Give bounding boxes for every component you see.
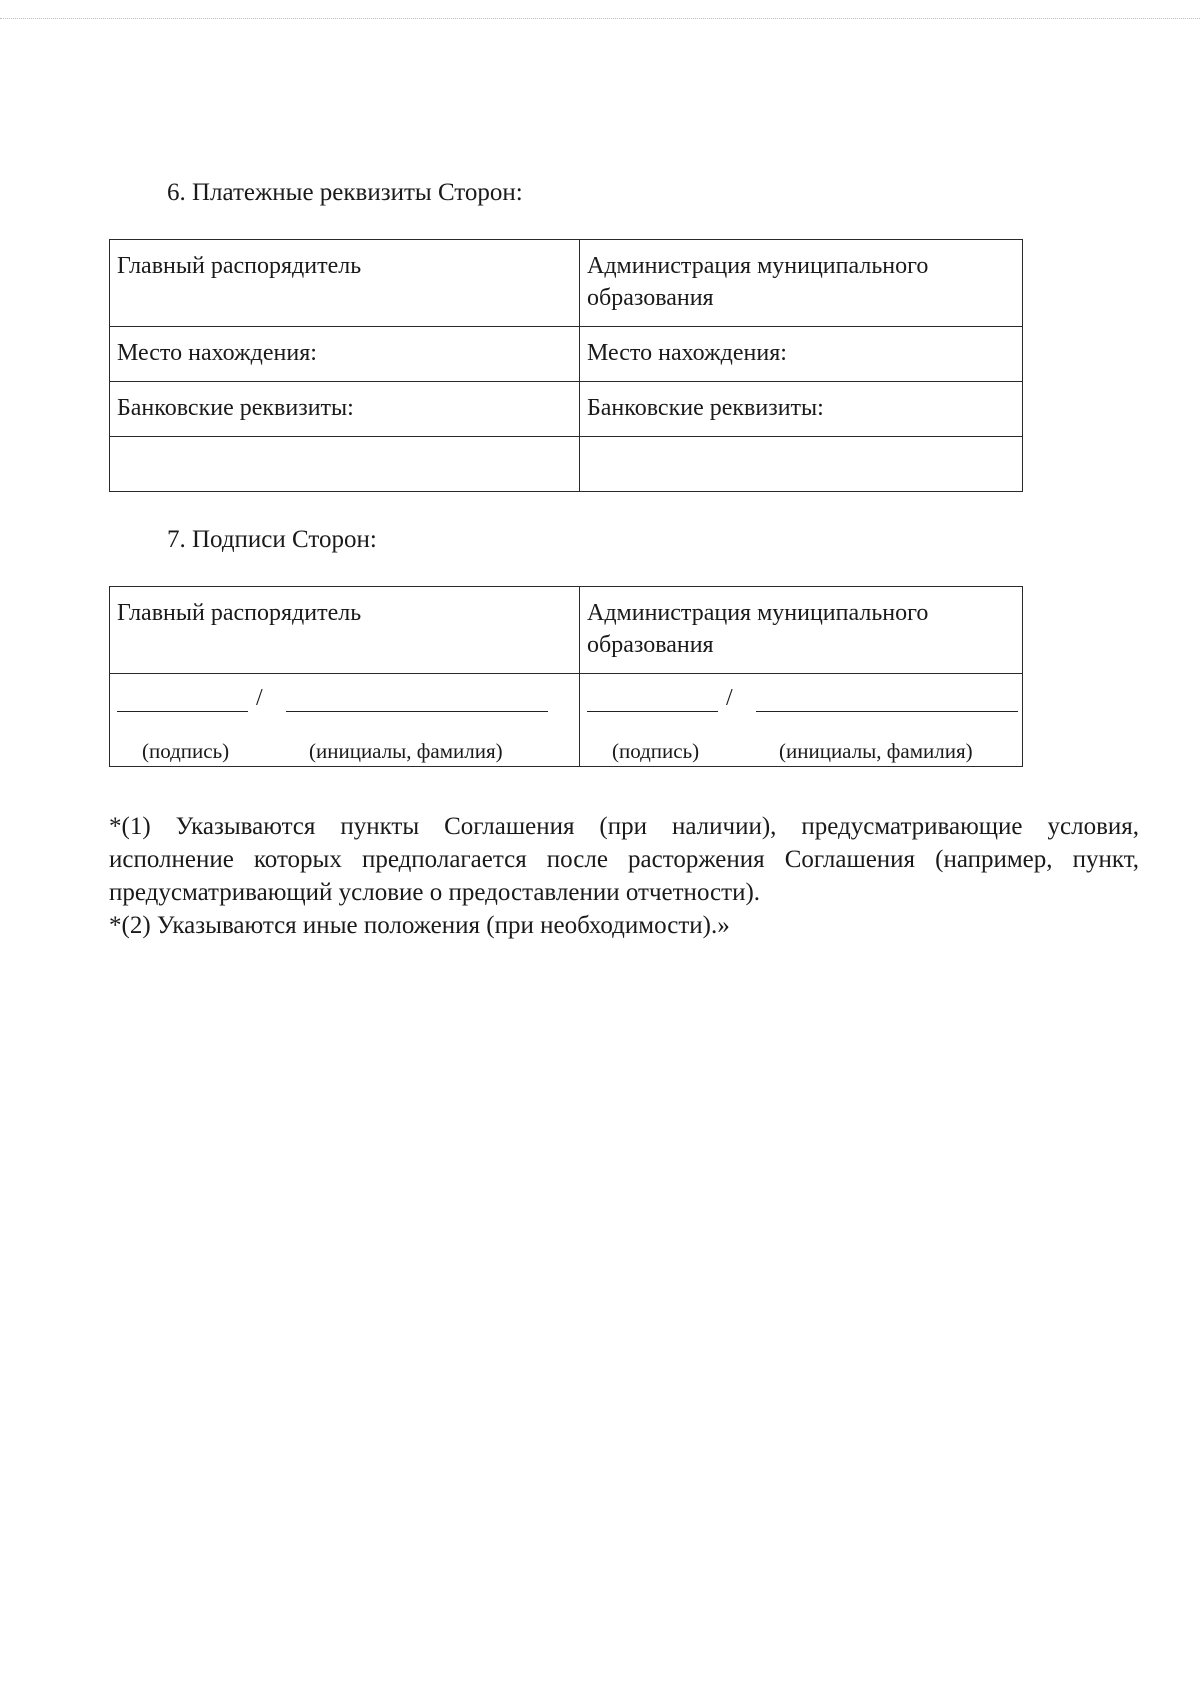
right-name-line [756, 711, 1018, 712]
left-signature-caption: (подпись) [142, 739, 230, 763]
right-name-caption: (инициалы, фамилия) [779, 739, 973, 763]
left-bank-details-label: Банковские реквизиты: [110, 382, 580, 437]
table-row [110, 382, 1023, 437]
table-row [110, 587, 1023, 674]
right-signature-block [580, 674, 1023, 767]
table-row [110, 240, 1023, 327]
right-party-name: Администрация муниципального образования [580, 240, 1023, 327]
section-7-heading: 7. Подписи Сторон: [167, 526, 377, 553]
right-signature-line [587, 711, 718, 712]
left-empty-cell [110, 437, 580, 492]
left-slash: / [256, 685, 263, 711]
left-location-label: Место нахождения: [110, 327, 580, 382]
footnote-1: *(1) Указываются пункты Соглашения (при наличии), предусматривающие условия, исполнение которых предполагается после расторжения Соглашения (например, пункт, предусматривающий условие о предоставлении отчетности). [109, 813, 1139, 906]
table-row [110, 674, 1023, 767]
payment-details-table [109, 239, 1023, 492]
signatures-table [109, 586, 1023, 767]
left-signature-block [110, 674, 580, 767]
table-row [110, 437, 1023, 492]
footnotes [109, 810, 1139, 942]
right-location-label: Место нахождения: [580, 327, 1023, 382]
section-6-heading: 6. Платежные реквизиты Сторон: [167, 179, 523, 206]
right-signatory-party: Администрация муниципального образования [580, 587, 1023, 674]
table-row [110, 327, 1023, 382]
right-signature-caption: (подпись) [612, 739, 700, 763]
right-slash: / [726, 685, 733, 711]
footnote-2: *(2) Указываются иные положения (при необходимости).» [109, 912, 730, 939]
left-name-line [286, 711, 548, 712]
left-party-name: Главный распорядитель [110, 240, 580, 327]
scan-edge-dotted-line [0, 18, 1200, 19]
right-bank-details-label: Банковские реквизиты: [580, 382, 1023, 437]
left-signature-line [117, 711, 248, 712]
left-name-caption: (инициалы, фамилия) [309, 739, 503, 763]
right-empty-cell [580, 437, 1023, 492]
left-signatory-party: Главный распорядитель [110, 587, 580, 674]
